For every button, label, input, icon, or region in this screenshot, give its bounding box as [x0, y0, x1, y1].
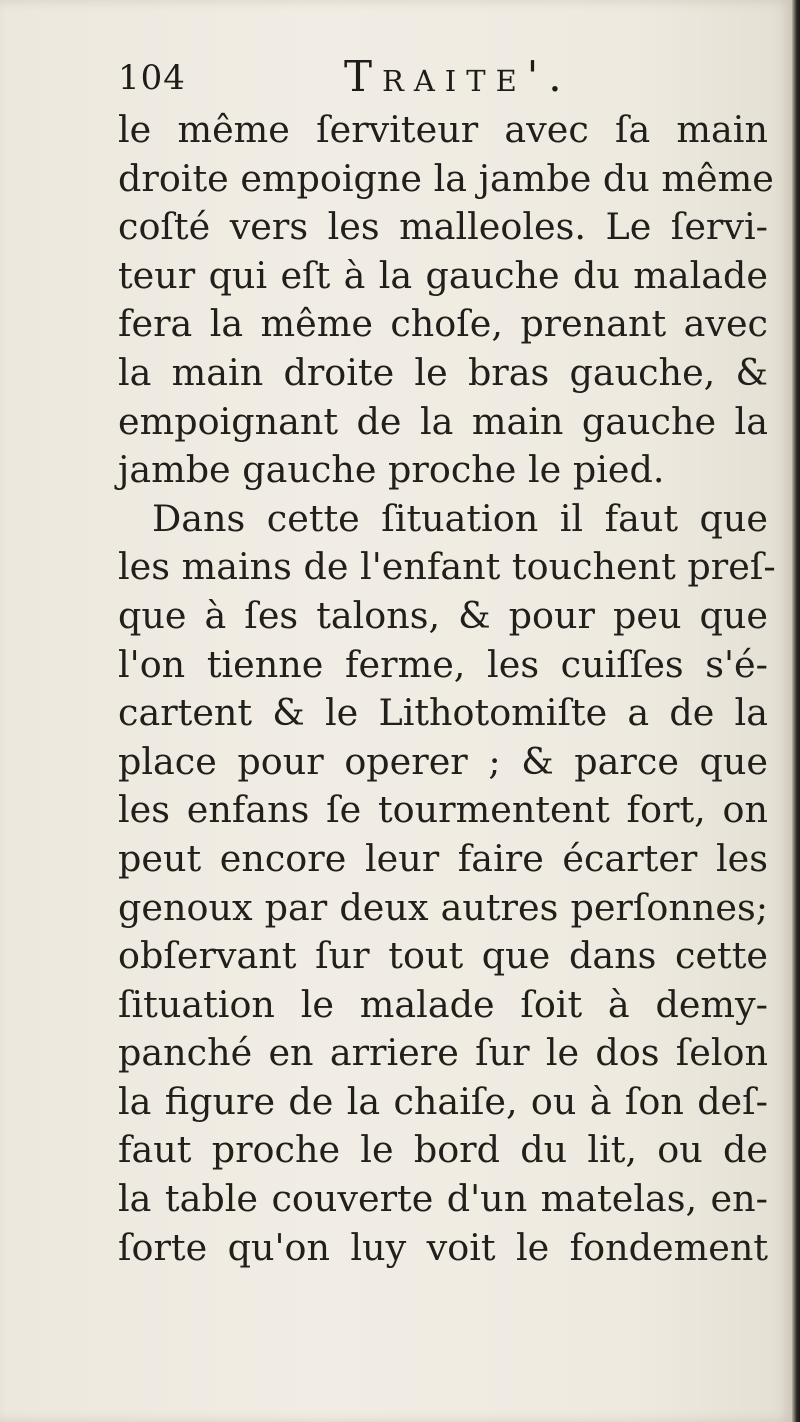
text-line: panché en arriere ſur le dos ſelon [118, 1031, 768, 1075]
text-line: ſituation le malade ſoit à demy- [118, 982, 768, 1026]
text-line: la figure de la chaiſe, ou à ſon deſ- [118, 1079, 768, 1123]
text-line: coſté vers les malleoles. Le ſervi- [118, 205, 768, 249]
running-head: Traite'. [344, 52, 572, 101]
text-line: la table couverte d'un matelas, en- [118, 1177, 768, 1221]
text-line: les mains de l'enfant touchent preſ- [118, 545, 776, 589]
text-line: peut encore leur faire écarter les [118, 836, 768, 880]
text-line: teur qui eſt à la gauche du malade [118, 253, 768, 297]
text-line: jambe gauche proche le pied. [118, 448, 665, 492]
text-line: obſervant ſur tout que dans cette [118, 934, 768, 978]
text-line: cartent & le Lithotomiſte a de la [118, 691, 768, 735]
text-line: le même ſerviteur avec ſa main [118, 108, 768, 151]
text-line: fera la même choſe, prenant avec [118, 302, 768, 346]
text-line: les enfans ſe tourmentent fort, on [118, 788, 768, 832]
page-edge-shadow [792, 0, 800, 1422]
text-line: empoignant de la main gauche la [118, 399, 768, 443]
body-text [118, 106, 776, 1272]
text-line: Dans cette ſituation il faut que [152, 496, 768, 540]
page-header [118, 52, 758, 108]
text-line: que à ſes talons, & pour peu que [118, 593, 768, 637]
text-line: ſorte qu'on luy voit le fondement [118, 1225, 768, 1269]
text-line: place pour operer ; & parce que [118, 739, 768, 783]
text-line: faut proche le bord du lit, ou de [118, 1128, 768, 1172]
text-line: genoux par deux autres perſonnes; [118, 885, 768, 929]
page-number: 104 [118, 58, 186, 98]
text-line: droite empoigne la jambe du même [118, 156, 774, 200]
text-line: l'on tienne ferme, les cuiſſes s'é- [118, 642, 768, 686]
text-line: la main droite le bras gauche, & [118, 350, 768, 394]
